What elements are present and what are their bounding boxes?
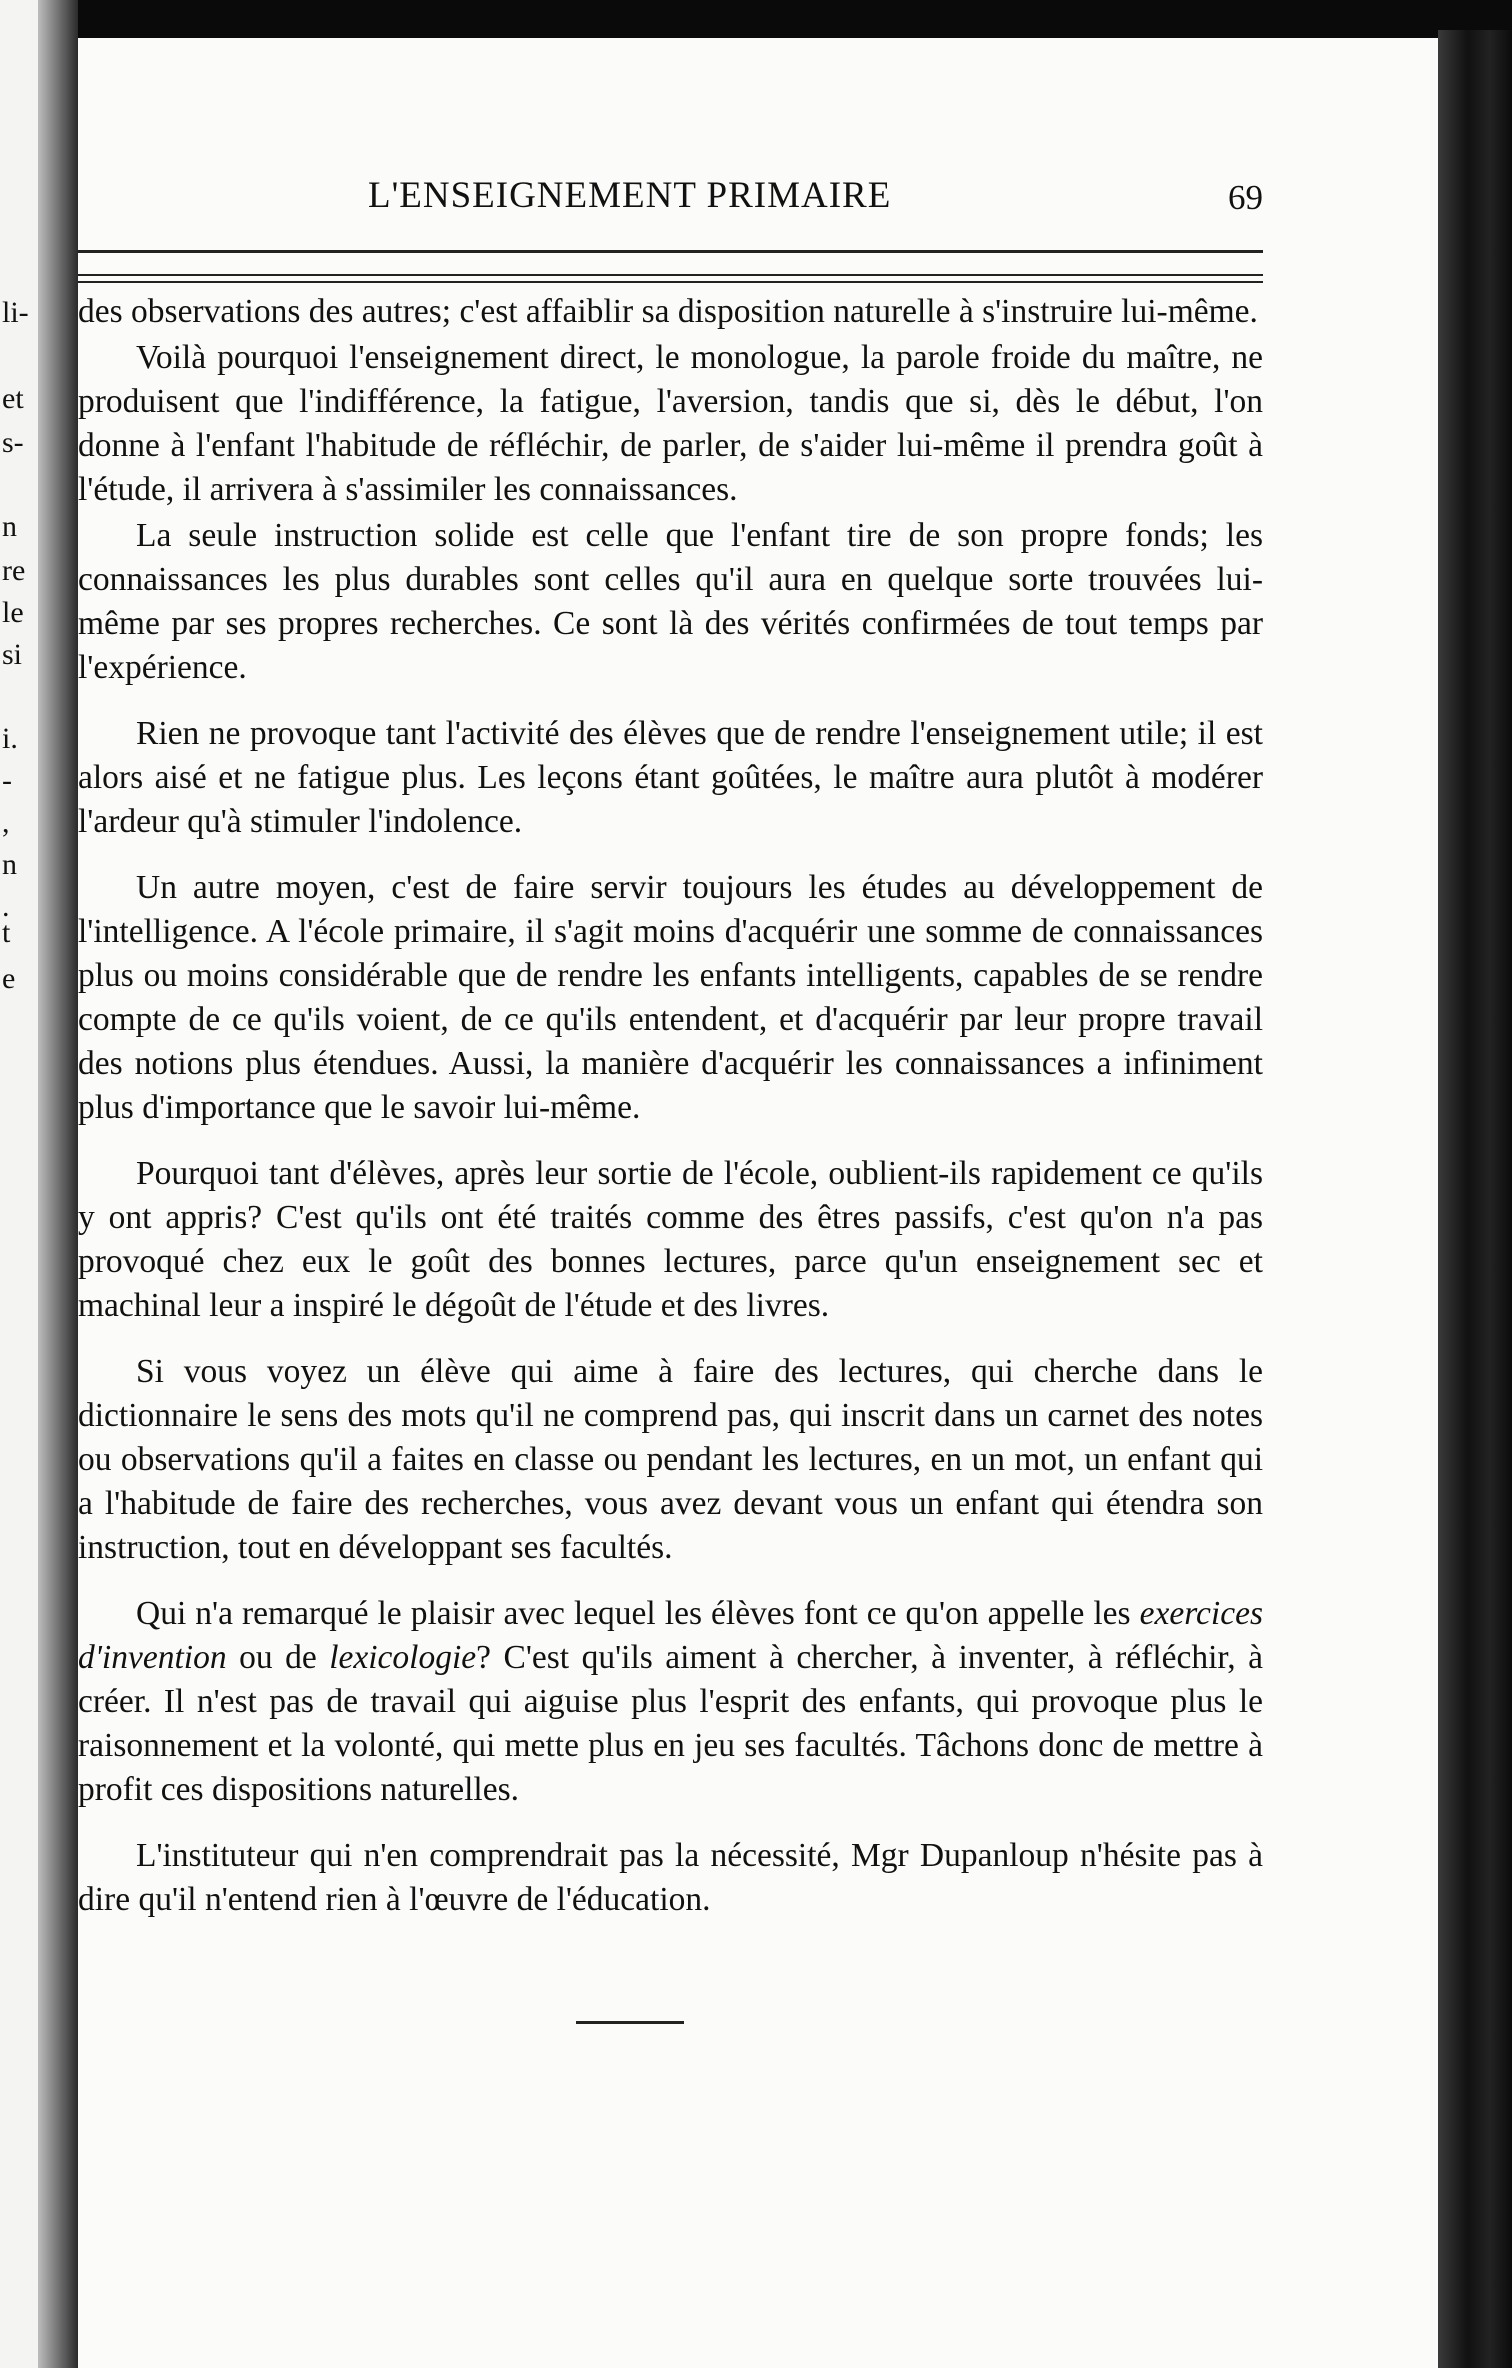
- italic-term: exercices d'invention: [78, 1595, 1263, 1676]
- body-text: [78, 290, 1263, 1944]
- previous-page-fragment: n: [2, 512, 17, 542]
- paragraph-text: Qui n'a remarqué le plaisir avec lequel les élèves font ce qu'on appelle les: [136, 1595, 1140, 1632]
- previous-page-fragment: si: [2, 640, 23, 670]
- previous-page-fragment: n: [2, 850, 17, 880]
- paragraph-text: ? C'est qu'ils aiment à chercher, à inventer, à réfléchir, à créer. Il n'est pas de travail qui aiguise plus l'esprit des enfants, qui provoque plus le raisonnement et la volonté, qui mette plus en jeu ses facultés. Tâchons donc de mettre à profit ces dispositions naturelles.: [78, 1639, 1263, 1808]
- paragraph: [78, 1592, 1263, 1812]
- paragraph-text: ou de: [226, 1639, 330, 1676]
- previous-page-fragment: re: [2, 556, 26, 586]
- previous-page-fragment: li-: [2, 298, 29, 328]
- book-page: [78, 38, 1438, 2368]
- paragraph: Si vous voyez un élève qui aime à faire des lectures, qui cherche dans le dictionnaire le sens des mots qu'il ne comprend pas, qui inscrit dans un carnet des notes ou observations qu'il a faites en classe ou pendant les lectures, en un mot, un enfant qui a l'habitude de faire des recherches, vous avez devant vous un enfant qui étendra son instruction, tout en développant ses facultés.: [78, 1353, 1263, 1566]
- paragraph: Pourquoi tant d'élèves, après leur sortie de l'école, oublient-ils rapidement ce qu'ils y ont appris? C'est qu'ils ont été traités comme des êtres passifs, c'est qu'on n'a pas provoqué chez eux le goût des bonnes lectures, parce qu'un enseignement sec et machinal leur a inspiré le dégoût de l'étude et des livres.: [78, 1155, 1263, 1324]
- running-head-title: L'ENSEIGNEMENT PRIMAIRE: [368, 175, 892, 216]
- section-end-rule: [576, 2021, 684, 2024]
- previous-page-fragment: ,: [2, 808, 10, 838]
- previous-page-fragment: e: [2, 964, 16, 994]
- page-edge-shadow: [1438, 30, 1512, 2368]
- italic-term: lexicologie: [329, 1639, 477, 1676]
- paragraph: Un autre moyen, c'est de faire servir toujours les études au développement de l'intelligence. A l'école primaire, il s'agit moins d'acquérir une somme de connaissances plus ou moins considérable que de rendre les enfants intelligents, capables de se rendre compte de ce qu'ils voient, de ce qu'ils entendent, et d'acquérir par leur propre travail des notions plus étendues. Aussi, la manière d'acquérir les connaissances a infiniment plus d'importance que le savoir lui-même.: [78, 869, 1263, 1126]
- paragraph: La seule instruction solide est celle que l'enfant tire de son propre fonds; les connaissances les plus durables sont celles qu'il aura en quelque sorte trouvées lui-même par ses propres recherches. Ce sont là des vérités confirmées de tout temps par l'expérience.: [78, 517, 1263, 686]
- paragraph: Voilà pourquoi l'enseignement direct, le monologue, la parole froide du maître, ne produisent que l'indifférence, la fatigue, l'aversion, tandis que si, dès le début, l'on donne à l'enfant l'habitude de réfléchir, de parler, de s'aider lui-même il prendra goût à l'étude, il arrivera à s'assimiler les connaissances.: [78, 339, 1263, 508]
- previous-page-fragment: i.: [2, 724, 18, 754]
- previous-page-fragment: le: [2, 598, 24, 628]
- header-rule: [78, 250, 1263, 253]
- previous-page-fragment: s-: [2, 428, 24, 458]
- running-head: [78, 174, 1438, 224]
- previous-page-edge: [0, 0, 78, 2368]
- page-number: 69: [1228, 178, 1263, 217]
- book-gutter: [38, 0, 78, 2368]
- previous-page-fragment: et: [2, 384, 24, 414]
- paragraph: L'instituteur qui n'en comprendrait pas la nécessité, Mgr Dupanloup n'hésite pas à dire qu'il n'entend rien à l'œuvre de l'éducation.: [78, 1837, 1263, 1918]
- paragraph: des observations des autres; c'est affaiblir sa disposition naturelle à s'instruire lui-même.: [78, 293, 1258, 330]
- header-double-rule: [78, 274, 1263, 283]
- previous-page-fragment: .: [2, 892, 10, 922]
- previous-page-fragment: -: [2, 766, 12, 796]
- paragraph: Rien ne provoque tant l'activité des élèves que de rendre l'enseignement utile; il est alors aisé et ne fatigue plus. Les leçons étant goûtées, le maître aura plutôt à modérer l'ardeur qu'à stimuler l'indolence.: [78, 715, 1263, 840]
- previous-page-fragment: t: [2, 918, 11, 948]
